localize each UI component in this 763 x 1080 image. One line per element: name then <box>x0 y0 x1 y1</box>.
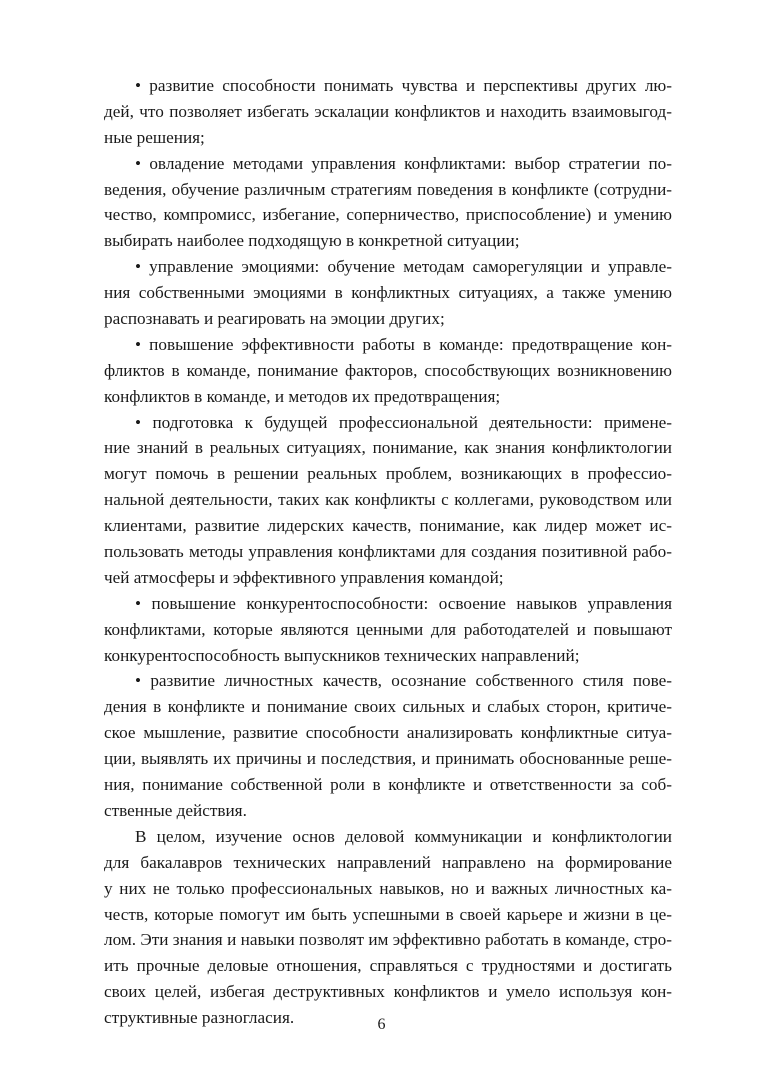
text-line: распознавать и реагировать на эмоции других; <box>104 309 445 329</box>
text-line: конкурентоспособность выпускников технических направлений; <box>104 645 580 665</box>
bullet-paragraph <box>104 332 672 410</box>
text-line: ить прочные деловые отношения, справляться с трудностями и достигать <box>104 956 672 976</box>
text-line: пользовать методы управления конфликтами для создания позитивной рабо- <box>104 542 672 562</box>
text-line: • повышение конкурентоспособности: освоение навыков управления <box>135 593 672 613</box>
text-line: ское мышление, развитие способности анализировать конфликтные ситуа- <box>104 723 672 743</box>
bullet-paragraph <box>104 591 672 669</box>
text-line: клиентами, развитие лидерских качеств, понимание, как лидер может ис- <box>104 516 672 536</box>
text-line: выбирать наиболее подходящую в конкретной ситуации; <box>104 231 520 251</box>
text-line: честв, которые помогут им быть успешными в своей карьере и жизни в це- <box>104 904 672 924</box>
text-line: • развитие способности понимать чувства и перспективы других лю- <box>135 76 672 95</box>
text-line: ние знаний в реальных ситуациях, понимание, как знания конфликтологии <box>104 438 672 458</box>
text-line: ственные действия. <box>104 800 247 820</box>
text-line: • овладение методами управления конфликтами: выбор стратегии по- <box>135 153 672 173</box>
body-text <box>104 73 672 1031</box>
text-line: ведения, обучение различным стратегиям поведения в конфликте (сотрудни- <box>104 179 672 199</box>
text-line: чей атмосферы и эффективного управления командой; <box>104 567 504 587</box>
text-line: дения в конфликте и понимание своих сильных и слабых сторон, критиче- <box>104 697 672 717</box>
text-line: фликтов в команде, понимание факторов, способствующих возникновению <box>104 360 672 380</box>
text-line: чество, компромисс, избегание, соперничество, приспособление) и умению <box>104 205 672 225</box>
text-line: • повышение эффективности работы в команде: предотвращение кон- <box>135 334 672 354</box>
text-line: • развитие личностных качеств, осознание собственного стиля пове- <box>135 671 672 691</box>
page-number: 6 <box>377 1016 386 1033</box>
text-line: у них не только профессиональных навыков, но и важных личностных ка- <box>104 878 672 898</box>
bullet-paragraph <box>104 668 672 823</box>
text-line: нальной деятельности, таких как конфликты с коллегами, руководством или <box>104 490 672 510</box>
text-line: • управление эмоциями: обучение методам саморегуляции и управле- <box>135 257 672 277</box>
text-line: для бакалавров технических направлений направлено на формирование <box>104 852 672 872</box>
text-line: структивные разногласия. <box>104 1008 295 1028</box>
text-line: ные решения; <box>104 127 205 147</box>
text-paragraph <box>104 824 672 1031</box>
text-line: конфликтов в команде, и методов их предотвращения; <box>104 386 501 406</box>
text-line: • подготовка к будущей профессиональной деятельности: примене- <box>135 412 672 432</box>
bullet-paragraph <box>104 73 672 151</box>
text-line: ции, выявлять их причины и последствия, и принимать обоснованные реше- <box>104 749 672 769</box>
text-line: В целом, изучение основ деловой коммуникации и конфликтологии <box>135 826 672 846</box>
bullet-paragraph <box>104 254 672 332</box>
text-line: могут помочь в решении реальных проблем, возникающих в профессио- <box>104 464 672 484</box>
text-line: дей, что позволяет избегать эскалации конфликтов и находить взаимовыгод- <box>104 101 672 121</box>
text-line: лом. Эти знания и навыки позволят им эффективно работать в команде, стро- <box>104 930 672 950</box>
text-line: ния собственными эмоциями в конфликтных ситуациях, а также умению <box>104 283 672 303</box>
bullet-paragraph <box>104 410 672 591</box>
text-line: ния, понимание собственной роли в конфликте и ответственности за соб- <box>104 775 672 795</box>
text-line: своих целей, избегая деструктивных конфликтов и умело используя кон- <box>104 982 672 1002</box>
text-line: конфликтами, которые являются ценными для работодателей и повышают <box>104 619 672 639</box>
bullet-paragraph <box>104 151 672 255</box>
